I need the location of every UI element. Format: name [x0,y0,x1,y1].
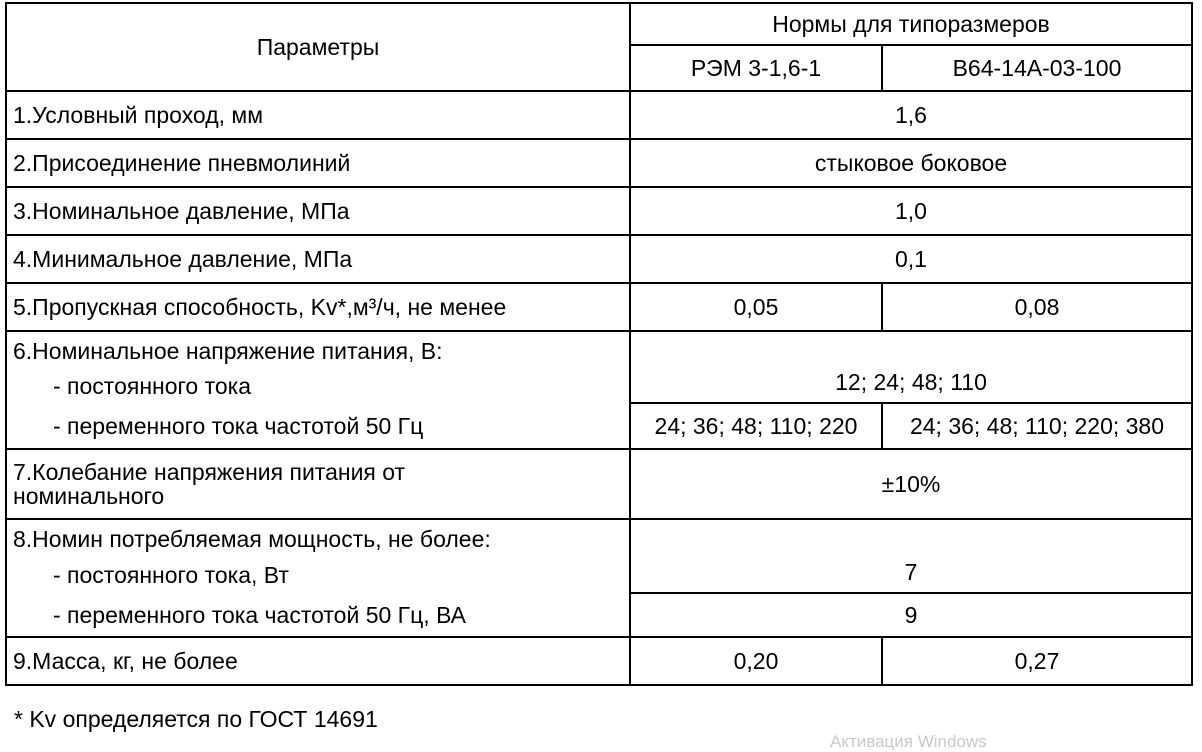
row-1-label: 1.Условный проход, мм [6,91,630,139]
row-2-value: стыковое боковое [630,139,1192,187]
row-8-dc-label: - постоянного тока, Вт [53,562,289,588]
row-8-label: 8.Номин потребляемая мощность, не более: [6,519,630,557]
header-norms: Нормы для типоразмеров [630,3,1192,45]
row-7-value: ±10% [630,449,1192,519]
spec-table [5,2,1193,686]
row-5-value-1: 0,05 [630,283,882,331]
row-5-label: 5.Пропускная способность, Kv*,м³/ч, не менее [6,283,630,331]
row-4-label: 4.Минимальное давление, МПа [6,235,630,283]
row-2-label: 2.Присоединение пневмолиний [6,139,630,187]
row-6-ac-label: - переменного тока частотой 50 Гц [53,412,424,439]
windows-activation-watermark: Активация Windows [830,732,987,751]
row-5-value-2: 0,08 [882,283,1192,331]
row-6-label: 6.Номинальное напряжение питания, В: [6,331,630,369]
row-8-dc-value: 7 [630,519,1192,593]
row-7-label-line-1: 7.Колебание напряжения питания от [13,459,406,485]
header-model-1: РЭМ 3-1,6-1 [630,45,882,91]
row-6-dc-value: 12; 24; 48; 110 [630,331,1192,403]
row-4-value: 0,1 [630,235,1192,283]
row-9-value-1: 0,20 [630,637,882,685]
row-1-value: 1,6 [630,91,1192,139]
row-3-label: 3.Номинальное давление, МПа [6,187,630,235]
header-model-2: В64-14А-03-100 [882,45,1192,91]
row-7-label-line-2: номинального [13,483,165,509]
header-params: Параметры [6,3,630,91]
row-6-dc-label: - постоянного тока [53,373,252,399]
row-6-ac-value-2: 24; 36; 48; 110; 220; 380 [882,403,1192,449]
row-8-ac-label: - переменного тока частотой 50 Гц, ВА [53,601,467,628]
footnote: * Kv определяется по ГОСТ 14691 [14,706,378,732]
row-8-ac-value: 9 [630,593,1192,637]
row-6-ac-value-1: 24; 36; 48; 110; 220 [630,403,882,449]
row-3-value: 1,0 [630,187,1192,235]
row-9-label: 9.Масса, кг, не более [6,637,630,685]
row-9-value-2: 0,27 [882,637,1192,685]
